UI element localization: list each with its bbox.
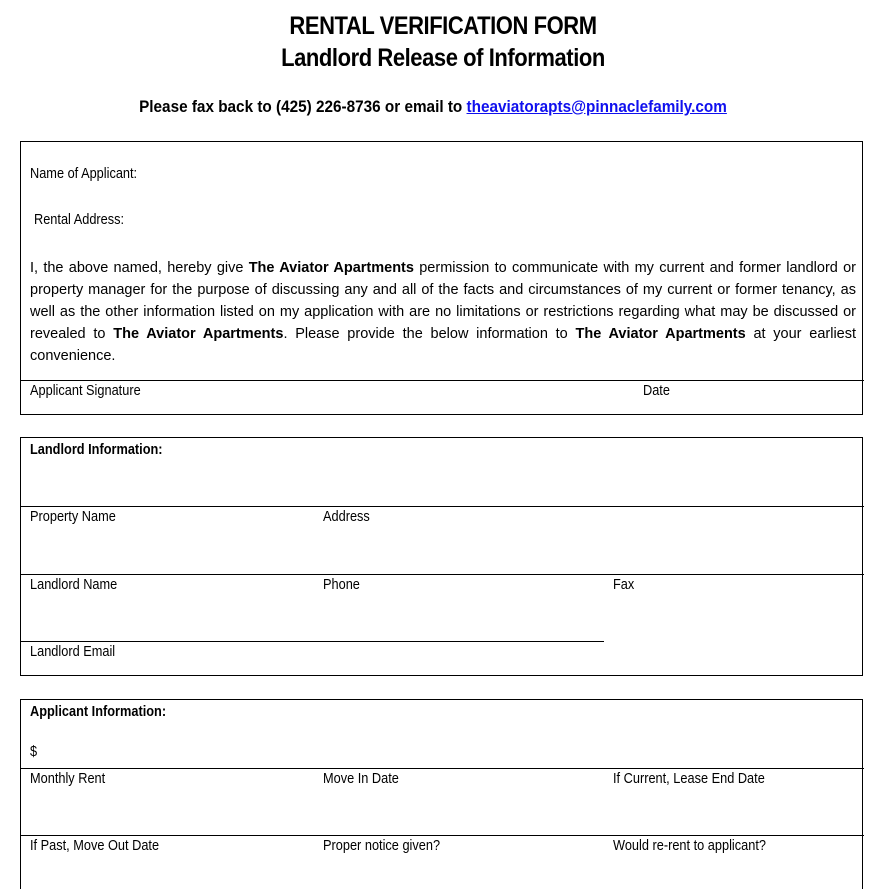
signature-divider xyxy=(21,380,864,381)
phone-label: Phone xyxy=(323,577,360,593)
company-name: The Aviator Apartments xyxy=(113,326,284,342)
landlord-email-label: Landlord Email xyxy=(30,644,116,660)
applicant-divider xyxy=(21,768,864,769)
signature-label: Applicant Signature xyxy=(30,383,141,399)
applicant-name-label: Name of Applicant: xyxy=(30,166,138,182)
landlord-divider xyxy=(21,574,864,575)
property-name-label: Property Name xyxy=(30,509,116,525)
lease-end-date-label: If Current, Lease End Date xyxy=(613,771,765,787)
company-name: The Aviator Apartments xyxy=(248,260,414,276)
applicant-divider xyxy=(21,835,864,836)
email-link[interactable]: theaviatorapts@pinnaclefamily.com xyxy=(466,97,727,116)
move-out-date-label: If Past, Move Out Date xyxy=(30,838,160,854)
notice-given-label: Proper notice given? xyxy=(323,838,441,854)
form-title: RENTAL VERIFICATION FORM xyxy=(289,12,597,40)
landlord-heading: Landlord Information: xyxy=(30,442,163,458)
applicant-heading: Applicant Information: xyxy=(30,704,167,720)
rental-address-label: Rental Address: xyxy=(34,212,125,228)
contact-text: Please fax back to (425) 226-8736 or email to xyxy=(139,97,467,116)
rerent-label: Would re-rent to applicant? xyxy=(613,838,766,854)
move-in-date-label: Move In Date xyxy=(323,771,399,787)
release-section xyxy=(20,141,863,415)
landlord-section xyxy=(20,437,863,676)
applicant-section xyxy=(20,699,863,889)
fax-label: Fax xyxy=(613,577,635,593)
date-label: Date xyxy=(643,383,670,399)
monthly-rent-label: Monthly Rent xyxy=(30,771,106,787)
landlord-name-label: Landlord Name xyxy=(30,577,118,593)
property-address-label: Address xyxy=(323,509,370,525)
currency-symbol: $ xyxy=(30,744,38,760)
contact-line xyxy=(43,97,822,117)
form-subtitle: Landlord Release of Information xyxy=(281,44,605,72)
company-name: The Aviator Apartments xyxy=(575,326,746,342)
landlord-divider xyxy=(21,641,604,642)
release-paragraph: I, the above named, hereby give The Aviator Apartments permission to communicate with my current and former landlord or property manager for the purpose of discussing any and all of the facts and circumstances of my current or former tenancy, as well as the other information listed on my application with are no limitations or restrictions regarding what may be discussed or revealed to The Aviator Apartments. Please provide the below information to The Aviator Apartments at your earliest convenience. xyxy=(30,260,857,364)
landlord-divider xyxy=(21,506,864,507)
